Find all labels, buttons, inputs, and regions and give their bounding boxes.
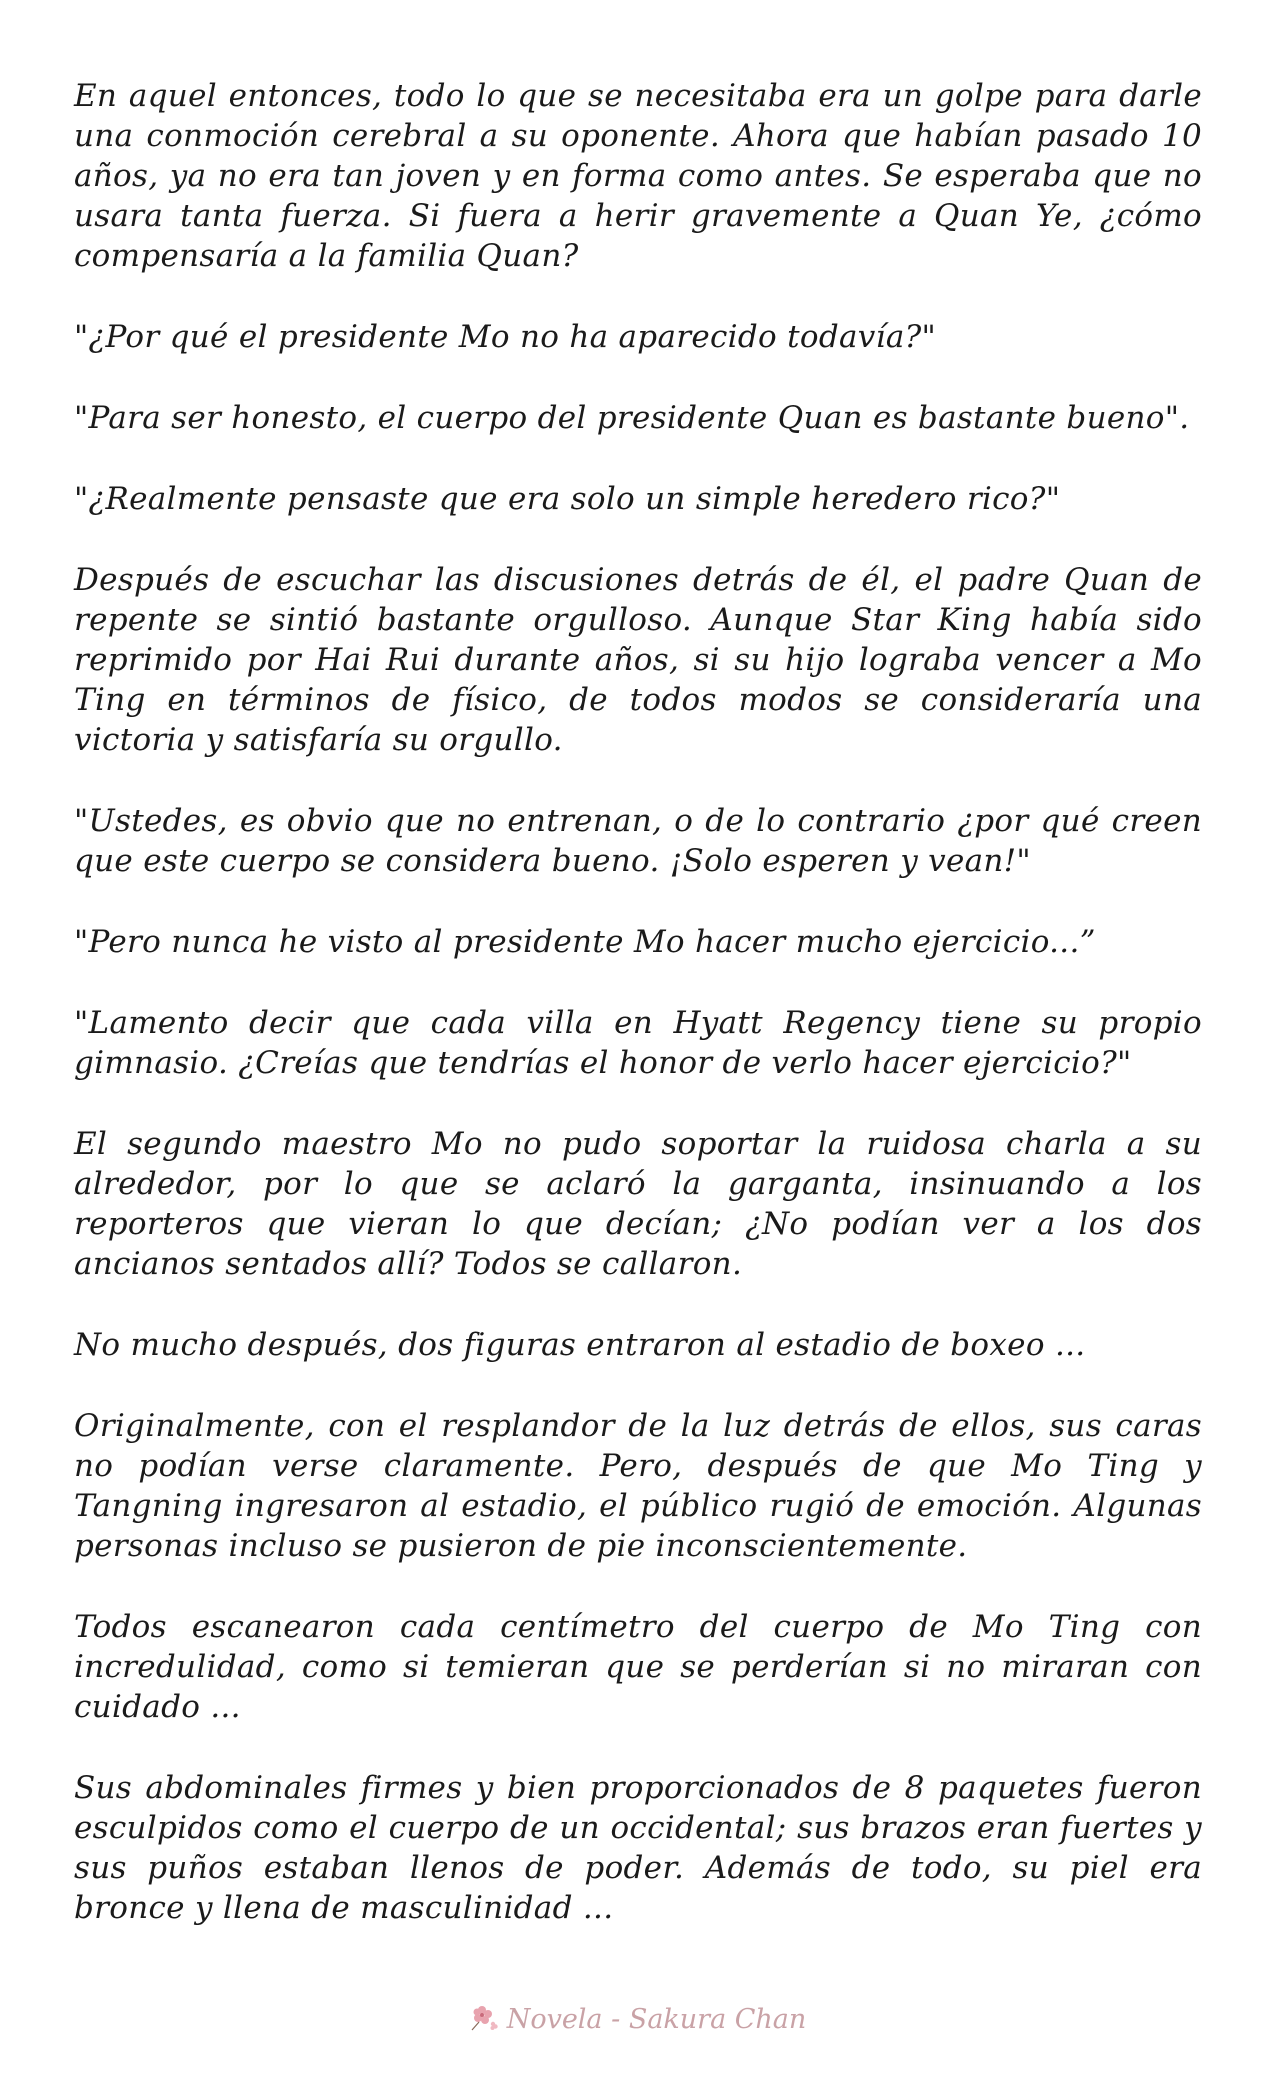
- paragraph: "Para ser honesto, el cuerpo del presidente Quan es bastante bueno".: [74, 400, 1190, 436]
- paragraph: "¿Por qué el presidente Mo no ha aparecido todavía?": [74, 319, 937, 355]
- sakura-flower-icon: [469, 2002, 499, 2032]
- paragraph: El segundo maestro Mo no pudo soportar la ruidosa charla a su alrededor, por lo que se aclaró la garganta, insinuando a los reporteros que vieran lo que decían; ¿No podían ver a los dos ancianos sentados allí? Todos se callaron.: [74, 1126, 1202, 1282]
- paragraph: En aquel entonces, todo lo que se necesitaba era un golpe para darle una conmoción cerebral a su oponente. Ahora que habían pasado 10 años, ya no era tan joven y en forma como antes. Se esperaba que no usara tanta fuerza. Si fuera a herir gravemente a Quan Ye, ¿cómo compensaría a la familia Quan?: [74, 78, 1202, 274]
- document-body: [74, 76, 1202, 1928]
- paragraph: "Ustedes, es obvio que no entrenan, o de lo contrario ¿por qué creen que este cuerpo se considera bueno. ¡Solo esperen y vean!": [74, 803, 1202, 879]
- watermark-text: Novela - Sakura Chan: [506, 2004, 807, 2035]
- paragraph: No mucho después, dos figuras entraron al estadio de boxeo ...: [74, 1327, 1086, 1363]
- paragraph: "Pero nunca he visto al presidente Mo hacer mucho ejercicio...”: [74, 924, 1096, 960]
- watermark: [0, 2002, 1275, 2035]
- paragraph: "Lamento decir que cada villa en Hyatt Regency tiene su propio gimnasio. ¿Creías que tendrías el honor de verlo hacer ejercicio?": [74, 1005, 1202, 1081]
- paragraph: "¿Realmente pensaste que era solo un simple heredero rico?": [74, 481, 1061, 517]
- paragraph: Originalmente, con el resplandor de la luz detrás de ellos, sus caras no podían verse claramente. Pero, después de que Mo Ting y Tangning ingresaron al estadio, el público rugió de emoción. Algunas personas incluso se pusieron de pie inconscientemente.: [74, 1408, 1202, 1564]
- paragraph: Todos escanearon cada centímetro del cuerpo de Mo Ting con incredulidad, como si temieran que se perderían si no miraran con cuidado ...: [74, 1609, 1202, 1725]
- paragraph: Después de escuchar las discusiones detrás de él, el padre Quan de repente se sintió bastante orgulloso. Aunque Star King había sido reprimido por Hai Rui durante años, si su hijo lograba vencer a Mo Ting en términos de físico, de todos modos se consideraría una victoria y satisfaría su orgullo.: [74, 562, 1202, 758]
- paragraph: Sus abdominales firmes y bien proporcionados de 8 paquetes fueron esculpidos como el cuerpo de un occidental; sus brazos eran fuertes y sus puños estaban llenos de poder. Además de todo, su piel era bronce y llena de masculinidad ...: [74, 1770, 1202, 1926]
